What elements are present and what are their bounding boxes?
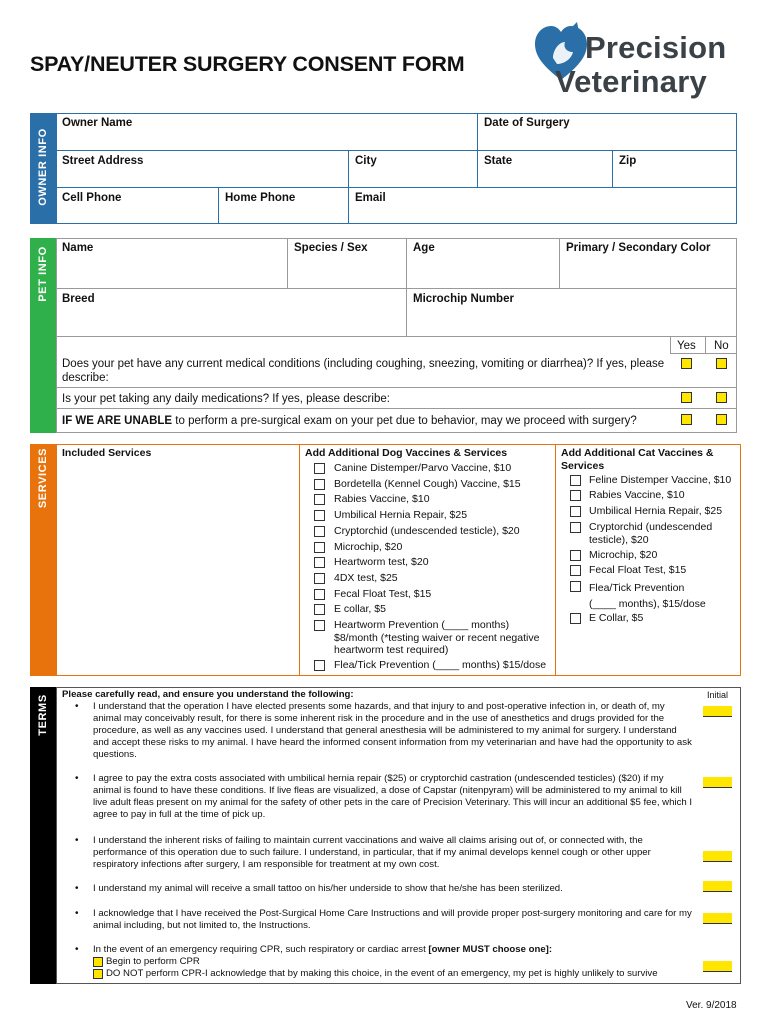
owner-name-field[interactable]: Owner Name (62, 117, 133, 129)
dog-service-label: Canine Distemper/Parvo Vaccine, $10 (334, 462, 512, 474)
terms-label: TERMS (37, 694, 49, 736)
services-col-divider-1 (299, 444, 300, 676)
dog-service-checkbox[interactable] (314, 542, 325, 553)
medical-conditions-yes-checkbox[interactable] (681, 358, 692, 369)
dog-service-label: Cryptorchid (undescended testicle), $20 (334, 525, 520, 537)
dog-service-label: Flea/Tick Prevention (____ months) $15/dose (334, 659, 547, 671)
cat-service-checkbox[interactable] (570, 550, 581, 561)
dog-service-label: E collar, $5 (334, 603, 386, 615)
cell-phone-field[interactable]: Cell Phone (56, 187, 218, 224)
medical-conditions-no-checkbox[interactable] (716, 358, 727, 369)
cat-service-checkbox[interactable] (570, 506, 581, 517)
terms-item: I agree to pay the extra costs associated with umbilical hernia repair ($25) or cryptorchid castration (undescended testicles) ($20) if my animal is found to have these conditions. If live fleas are visualized, a dose of Capstar (nitenpyram) will be administered to my animal to kill live adult fleas present on my animal for the safety of other pets in the care of Precision Veterinary. This will incur an additional $5 fee, which I agree to pay in full at the time of pick up. (93, 773, 693, 820)
dog-service-checkbox[interactable] (314, 589, 325, 600)
dog-service-checkbox[interactable] (314, 463, 325, 474)
cat-service-label: Flea/Tick Prevention (____ months), $15/dose (589, 582, 706, 610)
yes-header-underline (670, 353, 737, 354)
dog-services-header: Add Additional Dog Vaccines & Services (305, 447, 508, 459)
unable-exam-question (62, 414, 668, 428)
dog-service-checkbox[interactable] (314, 494, 325, 505)
terms-bullet: • (75, 773, 79, 784)
cat-service-checkbox[interactable] (570, 475, 581, 486)
dog-service-checkbox[interactable] (314, 526, 325, 537)
unable-exam-no-checkbox[interactable] (716, 414, 727, 425)
services-sidebar (30, 444, 56, 676)
dog-service-label: Microchip, $20 (334, 541, 403, 553)
initial-field[interactable] (703, 851, 732, 862)
cpr-text: In the event of an emergency requiring CPR, such respiratory or cardiac arrest (93, 944, 429, 955)
unable-exam-yes-checkbox[interactable] (681, 414, 692, 425)
dog-service-checkbox[interactable] (314, 660, 325, 671)
dog-service-checkbox[interactable] (314, 573, 325, 584)
zip-field[interactable]: Zip (612, 150, 737, 187)
dog-service-checkbox[interactable] (314, 557, 325, 568)
cat-service-checkbox[interactable] (570, 490, 581, 501)
cat-service-label: Umbilical Hernia Repair, $25 (589, 505, 723, 517)
terms-item: I understand that the operation I have elected presents some hazards, and that injury to and post-operative infection in, or death of, my animal may conceivably result, for there is some inherent risk in the procedure and in the use of anesthetics and drugs provided for the procedure, as well as any vaccines used. I understand that general anesthesia will be administered to my animal for surgery. I understand and accept these risks to my animal. I have heard the informed consent information from my veterinarian and have had the opportunity to ask questions. (93, 701, 692, 760)
terms-bullet: • (75, 701, 79, 712)
version-label: Ver. 9/2018 (686, 1000, 737, 1011)
included-services-header: Included Services (62, 447, 152, 459)
dog-service-checkbox[interactable] (314, 620, 325, 631)
initial-field[interactable] (703, 777, 732, 788)
daily-medications-question: Is your pet taking any daily medications? If yes, please describe: (62, 393, 390, 405)
state-field[interactable]: State (477, 150, 612, 187)
date-of-surgery-field[interactable]: Date of Surgery (477, 113, 737, 150)
species-sex-field[interactable]: Species / Sex (287, 238, 406, 288)
owner-info-label: OWNER INFO (37, 128, 49, 206)
dog-service-label: Bordetella (Kennel Cough) Vaccine, $15 (334, 478, 521, 490)
cat-service-label: Cryptorchid (undescended testicle), $20 (589, 521, 713, 546)
cpr-do-not-checkbox[interactable] (93, 969, 103, 979)
pet-name-field[interactable]: Name (62, 242, 94, 254)
cat-service-label: Feline Distemper Vaccine, $10 (589, 474, 732, 486)
pet-info-sidebar (30, 238, 56, 433)
yes-no-header-divider (670, 336, 671, 354)
initial-field[interactable] (703, 961, 732, 972)
terms-bullet: • (75, 835, 79, 846)
terms-bullet: • (75, 944, 79, 955)
yes-column-divider (705, 336, 706, 354)
cat-services-header: Add Additional Cat Vaccines & Services (561, 447, 714, 472)
dog-service-label: 4DX test, $25 (334, 572, 398, 584)
cat-service-checkbox[interactable] (570, 613, 581, 624)
cat-service-label: Rabies Vaccine, $10 (589, 489, 685, 501)
medical-conditions-question: Does your pet have any current medical conditions (including coughing, sneezing, vomiting or diarrhea)? If yes, please describe: (62, 358, 665, 384)
terms-item: I understand the inherent risks of failing to maintain current vaccinations and waive all claims arising out of, or connected with, the performance of this operation due to such failure. I understand, in particular, that if my animal develops kennel cough or other upper respiratory infections after surgery, I am responsible for treatment at my own cost. (93, 835, 651, 870)
microchip-field[interactable]: Microchip Number (406, 288, 737, 336)
cpr-begin-checkbox[interactable] (93, 957, 103, 967)
dog-service-label: Heartworm Prevention (____ months) $8/month (*testing waiver or recent negative heartworm test required) (334, 619, 540, 656)
terms-sidebar (30, 687, 56, 984)
cat-service-label: E Collar, $5 (589, 612, 644, 624)
dog-service-label: Fecal Float Test, $15 (334, 588, 432, 600)
terms-item: I understand my animal will receive a small tattoo on his/her underside to show that he/she has been sterilized. (93, 883, 563, 894)
yes-header: Yes (677, 340, 696, 352)
cpr-item (93, 944, 693, 956)
home-phone-field[interactable]: Home Phone (218, 187, 348, 224)
initial-label: Initial (707, 690, 729, 700)
daily-medications-no-checkbox[interactable] (716, 392, 727, 403)
cat-service-label: Fecal Float Test, $15 (589, 564, 687, 576)
unable-exam-rest: to perform a pre-surgical exam on your pet due to behavior, may we proceed with surgery? (172, 415, 637, 427)
terms-header: Please carefully read, and ensure you understand the following: (62, 689, 354, 700)
cat-service-label: Microchip, $20 (589, 549, 658, 561)
cpr-bold: [owner MUST choose one]: (428, 944, 553, 955)
cat-service-checkbox[interactable] (570, 522, 581, 533)
services-label: SERVICES (37, 447, 49, 509)
color-field[interactable]: Primary / Secondary Color (559, 238, 737, 288)
dog-service-checkbox[interactable] (314, 604, 325, 615)
owner-info-sidebar (30, 113, 56, 224)
street-address-field[interactable]: Street Address (56, 150, 348, 187)
cpr-do-not-label: DO NOT perform CPR-I acknowledge that by making this choice, in the event of an emergency, my pet is highly unlikely to survive (106, 968, 658, 979)
services-col-divider-2 (555, 444, 556, 676)
breed-field[interactable]: Breed (56, 288, 406, 336)
no-header: No (714, 340, 729, 352)
form-title: SPAY/NEUTER SURGERY CONSENT FORM (30, 52, 465, 76)
cpr-begin-label: Begin to perform CPR (106, 956, 200, 967)
dog-service-checkbox[interactable] (314, 479, 325, 490)
dog-service-label: Rabies Vaccine, $10 (334, 493, 430, 505)
initial-field[interactable] (703, 706, 732, 717)
daily-medications-yes-checkbox[interactable] (681, 392, 692, 403)
initial-field[interactable] (703, 881, 732, 892)
logo-word-veterinary: Veterinary (555, 64, 707, 99)
logo-word-precision: Precision (585, 30, 727, 65)
dog-service-label: Umbilical Hernia Repair, $25 (334, 509, 468, 521)
email-field[interactable]: Email (348, 187, 737, 224)
age-field[interactable]: Age (406, 238, 559, 288)
cat-service-checkbox[interactable] (570, 565, 581, 576)
dog-service-label: Heartworm test, $20 (334, 556, 429, 568)
terms-bullet: • (75, 883, 79, 894)
dog-service-checkbox[interactable] (314, 510, 325, 521)
pet-info-divider (56, 336, 737, 337)
unable-exam-bold: IF WE ARE UNABLE (62, 415, 173, 427)
terms-item: I acknowledge that I have received the Post-Surgical Home Care Instructions and will provide proper post-surgery monitoring and care for my animal including, but not limited to, the Instructions. (93, 908, 692, 931)
initial-field[interactable] (703, 913, 732, 924)
pet-info-label: PET INFO (37, 246, 49, 302)
terms-bullet: • (75, 908, 79, 919)
logo (533, 18, 743, 110)
city-field[interactable]: City (348, 150, 477, 187)
cat-service-checkbox[interactable] (570, 581, 581, 592)
q2-divider (56, 408, 737, 409)
q1-divider (56, 387, 737, 388)
